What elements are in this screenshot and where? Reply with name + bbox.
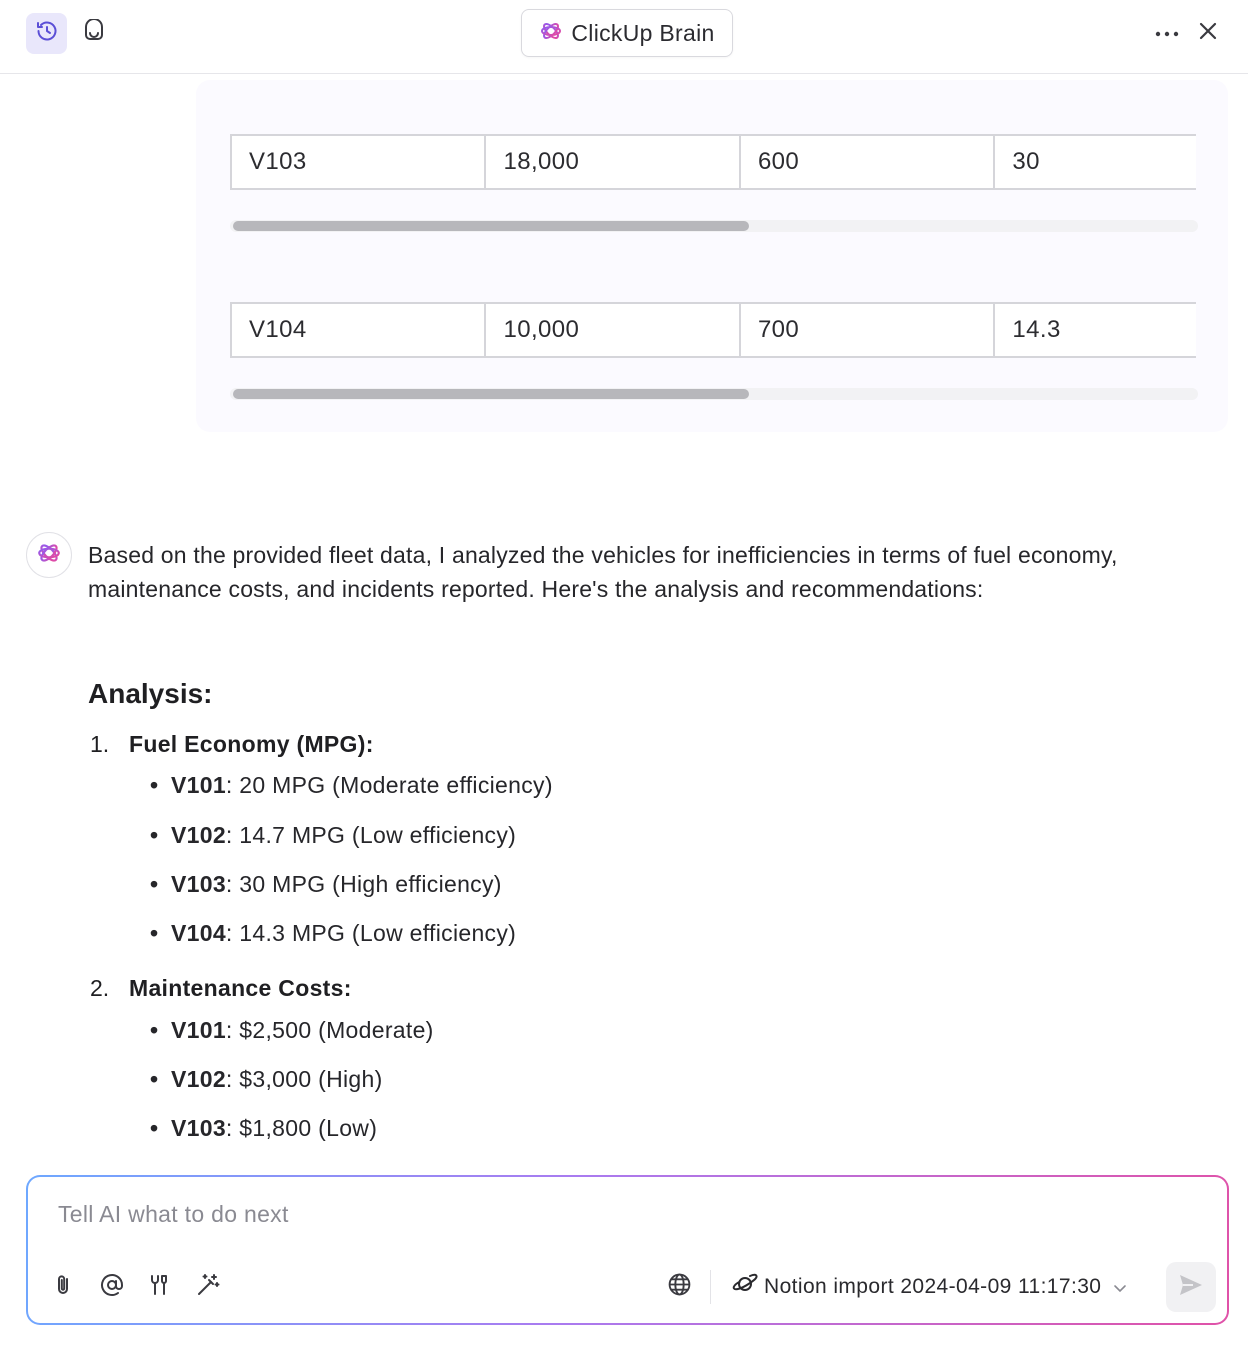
list-item: • V102: $3,000 (High) [150,1066,383,1092]
vehicle-id: V103 [171,1115,226,1141]
item-text: : $1,800 (Low) [225,1115,378,1141]
scrollbar-thumb[interactable] [233,389,749,399]
composer [26,1175,1229,1325]
table-preview-card [196,80,1228,432]
vehicle-id: V104 [171,920,226,946]
scrollbar-thumb[interactable] [233,221,749,231]
send-button[interactable] [1166,1262,1216,1312]
send-icon [1178,1273,1204,1302]
list-section-heading [90,975,352,1002]
composer-body [28,1177,1227,1323]
table-cell: 14.3 [1012,316,1061,343]
web-search-button[interactable] [664,1272,694,1302]
title-pill[interactable] [521,9,733,57]
list-number: 2. [90,975,110,1001]
mention-button[interactable] [97,1272,127,1302]
table-cell: V104 [232,304,486,356]
list-number: 1. [90,731,110,757]
list-item: • V103: $1,800 (Low) [150,1115,378,1141]
attach-icon [53,1273,75,1302]
brain-logo-icon [36,540,62,571]
item-text: : 20 MPG (Moderate efficiency) [225,772,553,798]
prompt-input[interactable]: Tell AI what to do next [58,1201,289,1227]
toolbar-divider [710,1270,711,1304]
table-cell: 10,000 [486,304,740,356]
section-title: Maintenance Costs: [129,975,352,1001]
inbox-button[interactable] [73,13,114,54]
list-item: • V101: $2,500 (Moderate) [150,1017,434,1043]
list-item: • V104: 14.3 MPG (Low efficiency) [150,920,517,946]
chevron-down-icon [1113,1275,1127,1299]
vehicle-id: V101 [171,1017,226,1043]
assistant-avatar [26,532,72,578]
list-item: • V101: 20 MPG (Moderate efficiency) [150,772,553,798]
context-label: Notion import 2024-04-09 11:17:30 [764,1275,1102,1298]
attach-button[interactable] [49,1272,79,1302]
mention-icon [100,1273,124,1302]
globe-icon [667,1272,692,1302]
tools-button[interactable] [145,1272,175,1302]
table-cell: 600 [741,136,995,188]
horizontal-scrollbar[interactable] [230,220,1198,232]
tools-icon [147,1272,173,1303]
list-item: • V102: 14.7 MPG (Low efficiency) [150,822,517,848]
vehicle-id: V103 [171,871,226,897]
vehicle-id: V101 [171,772,226,798]
context-selector[interactable] [732,1271,1127,1303]
vehicle-id: V102 [171,1066,226,1092]
inbox-icon [82,19,106,48]
close-icon [1198,21,1218,46]
section-title: Fuel Economy (MPG): [129,731,374,757]
item-text: : $3,000 (High) [225,1066,383,1092]
table-row [230,302,1196,358]
magic-icon [195,1272,221,1303]
table-cell: V103 [232,136,486,188]
item-text: : $2,500 (Moderate) [225,1017,434,1043]
item-text: : 14.7 MPG (Low efficiency) [225,822,517,848]
vehicle-id: V102 [171,822,226,848]
horizontal-scrollbar[interactable] [230,388,1198,400]
message-intro: Based on the provided fleet data, I analyzed the vehicles for inefficiencies in terms of fuel economy, maintenance costs, and incidents reported. Here's the analysis and recommendations: [88,542,1118,602]
brain-logo-icon [539,19,563,48]
item-text: : 14.3 MPG (Low efficiency) [225,920,517,946]
page-title: ClickUp Brain [571,19,715,46]
history-button[interactable] [26,13,67,54]
close-button[interactable] [1192,16,1224,50]
list-item: • V103: 30 MPG (High efficiency) [150,871,502,897]
magic-button[interactable] [193,1272,223,1302]
more-icon [1154,25,1180,43]
planet-icon [732,1273,758,1301]
list-section-heading [90,731,374,758]
header [0,0,1248,74]
history-icon [35,19,59,48]
table-cell: 700 [741,304,995,356]
table-row [230,134,1196,190]
item-text: : 30 MPG (High efficiency) [225,871,502,897]
more-button[interactable] [1150,18,1184,50]
analysis-heading: Analysis: [88,678,213,709]
table-cell: 30 [1012,148,1040,175]
table-cell: 18,000 [486,136,740,188]
